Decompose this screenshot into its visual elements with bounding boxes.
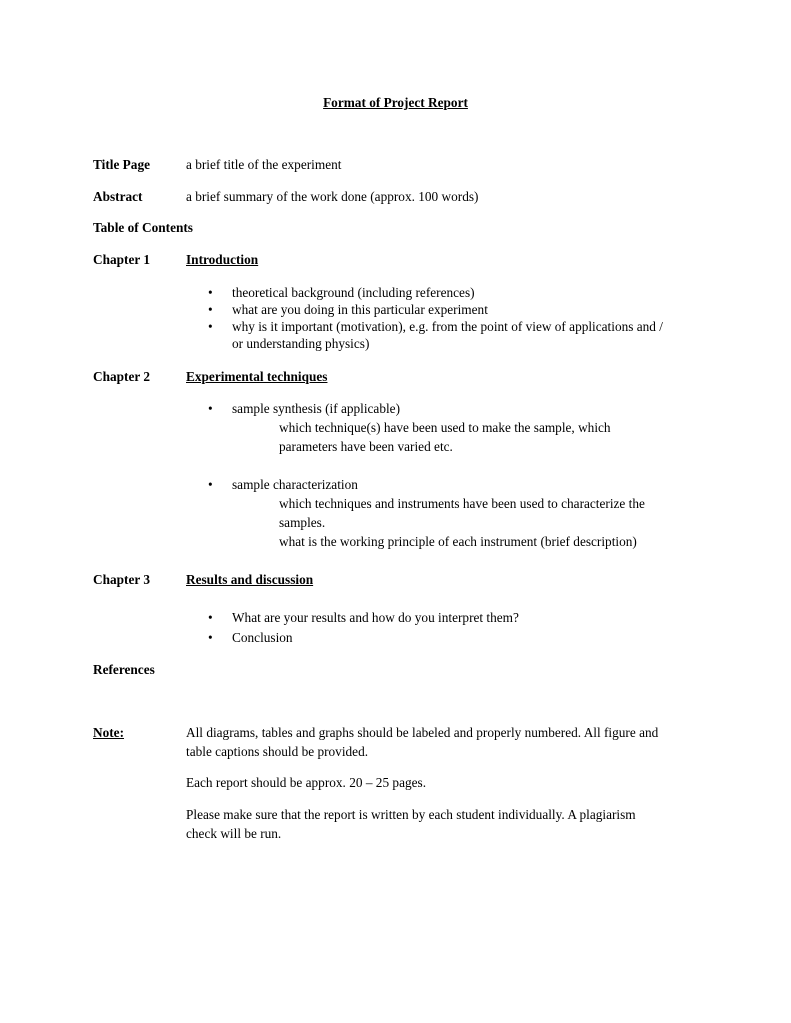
bullet-marker: • [208, 302, 213, 317]
chapter2-label: Chapter 2 [93, 369, 151, 384]
chapter2-detail: parameters have been varied etc. [279, 439, 453, 454]
bullet-marker: • [208, 401, 213, 416]
chapter2-detail: samples. [279, 515, 326, 530]
bullet-marker: • [208, 285, 213, 300]
chapter3-bullet: Conclusion [232, 630, 293, 645]
chapter2-bullet: sample synthesis (if applicable) [232, 401, 401, 416]
chapter2-detail: which techniques and instruments have been used to characterize the [279, 496, 645, 511]
note-line: Please make sure that the report is written by each student individually. A plagiarism [186, 807, 636, 822]
chapter1-bullet: theoretical background (including references) [232, 285, 475, 300]
abstract-text: a brief summary of the work done (approx. 100 words) [186, 189, 479, 204]
chapter1-label: Chapter 1 [93, 252, 151, 267]
title-page-label: Title Page [93, 157, 150, 172]
chapter1-heading: Introduction [186, 252, 259, 267]
chapter3-heading: Results and discussion [186, 572, 314, 587]
chapter1-bullet-continued: or understanding physics) [232, 336, 370, 351]
note-label: Note: [93, 725, 125, 740]
chapter1-bullet: why is it important (motivation), e.g. from the point of view of applications and / [232, 319, 663, 334]
title-page-text: a brief title of the experiment [186, 157, 342, 172]
chapter2-detail: which technique(s) have been used to make the sample, which [279, 420, 611, 435]
note-line: All diagrams, tables and graphs should be labeled and properly numbered. All figure and [186, 725, 659, 740]
toc-label: Table of Contents [93, 220, 193, 235]
chapter1-bullet: what are you doing in this particular experiment [232, 302, 488, 317]
chapter2-bullet: sample characterization [232, 477, 358, 492]
bullet-marker: • [208, 477, 213, 492]
chapter3-label: Chapter 3 [93, 572, 151, 587]
note-line: table captions should be provided. [186, 744, 369, 759]
chapter3-bullet: What are your results and how do you interpret them? [232, 610, 519, 625]
page-title: Format of Project Report [323, 95, 468, 110]
references-label: References [93, 662, 155, 677]
bullet-marker: • [208, 319, 213, 334]
note-line: check will be run. [186, 826, 282, 841]
abstract-label: Abstract [93, 189, 143, 204]
chapter2-detail: what is the working principle of each instrument (brief description) [279, 534, 637, 549]
bullet-marker: • [208, 630, 213, 645]
note-line: Each report should be approx. 20 – 25 pages. [186, 775, 427, 790]
bullet-marker: • [208, 610, 213, 625]
chapter2-heading: Experimental techniques [186, 369, 328, 384]
